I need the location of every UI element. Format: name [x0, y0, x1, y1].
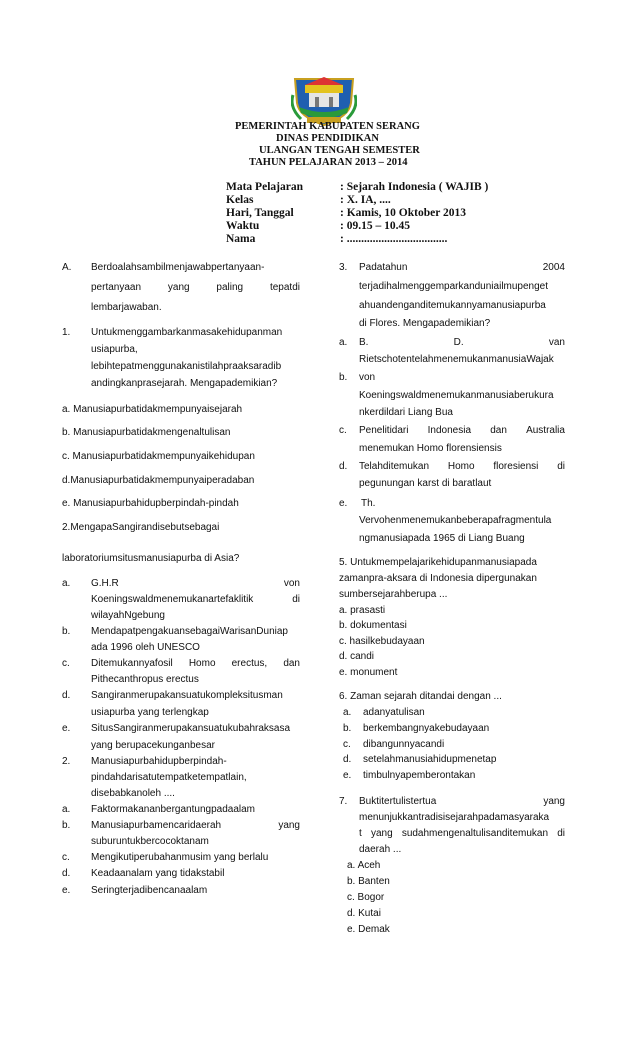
question-text: 6. Zaman sejarah ditandai dengan ...: [339, 691, 502, 702]
answer-option: c. hasilkebudayaan: [339, 636, 425, 647]
question-text: ahuandenganditemukannyamanusiapurba: [359, 300, 546, 311]
option-marker: c.: [62, 852, 70, 863]
word: van: [548, 337, 565, 348]
question-text: daerah ...: [359, 844, 402, 855]
option-marker: b.: [343, 723, 352, 734]
answer-option: c. Bogor: [347, 892, 385, 903]
question-number: 3.: [339, 262, 348, 273]
word: Buktitertulistertua: [359, 796, 437, 807]
question-text: 2.MengapaSangirandisebutsebagai: [62, 522, 220, 533]
option-marker: a.: [62, 578, 71, 589]
option-marker: b.: [339, 372, 348, 383]
header-line-2: DINAS PENDIDIKAN: [276, 133, 379, 144]
question-text: di Flores. Mengapademikian?: [359, 318, 491, 329]
question-text: usiapurba,: [91, 344, 138, 355]
word: dan: [283, 658, 300, 669]
answer-option: usiapurba yang terlengkap: [91, 707, 209, 718]
option-marker: e.: [62, 885, 71, 896]
answer-option: Sangiranmerupakansuatukompleksitusman: [91, 690, 283, 701]
word: Ditemukannyafosil: [91, 658, 173, 669]
answer-option: d. candi: [339, 651, 375, 662]
answer-option: Pithecanthropus erectus: [91, 674, 199, 685]
option-marker: d.: [62, 690, 71, 701]
word: pertanyaan: [91, 282, 142, 293]
mapel-value: : Sejarah Indonesia ( WAJIB ): [340, 181, 489, 193]
answer-option-justified: [91, 577, 300, 590]
answer-option: a. Manusiapurbatidakmempunyaisejarah: [62, 404, 243, 415]
answer-option: pegunungan karst di baratlaut: [359, 478, 492, 489]
nama-value: : ...................................: [340, 233, 448, 245]
word: yang: [167, 282, 190, 293]
answer-option: Seringterjadibencanaalam: [91, 885, 208, 896]
answer-option: d. Kutai: [347, 908, 381, 919]
answer-option: dibangunnyacandi: [363, 739, 445, 750]
section-a-marker: A.: [62, 262, 72, 273]
answer-option: e. monument: [339, 667, 398, 678]
section-a-instruction-justified: [91, 281, 300, 294]
option-marker: e.: [62, 723, 71, 734]
question-text-justified: [359, 795, 565, 808]
kabupaten-serang-emblem: [291, 73, 357, 127]
question-text: sumbersejarahberupa ...: [339, 589, 448, 600]
section-a-instruction-line: Berdoalahsambilmenjawabpertanyaan-: [91, 262, 265, 273]
word: t: [359, 828, 362, 839]
answer-option: ada 1996 oleh UNESCO: [91, 642, 200, 653]
answer-option: setelahmanusiahidupmenetap: [363, 754, 497, 765]
answer-option: e. Demak: [347, 924, 390, 935]
word: yang: [543, 796, 565, 807]
answer-option: suburuntukbercocoktanam: [91, 836, 209, 847]
question-text-justified: [359, 261, 565, 274]
question-text: disebabkanoleh ....: [91, 788, 175, 799]
option-marker: d.: [343, 754, 352, 765]
answer-option: b. Manusiapurbatidakmengenaltulisan: [62, 427, 231, 438]
question-text: terjadihalmenggemparkanduniailmupenget: [359, 281, 549, 292]
question-number: 1.: [62, 327, 71, 338]
question-text: pindahdarisatutempatketempatlain,: [91, 772, 247, 783]
answer-option: b. Banten: [347, 876, 390, 887]
option-marker: d.: [62, 868, 71, 879]
option-marker: c.: [343, 739, 351, 750]
question-text: menunjukkantradisisejarahpadamasyaraka: [359, 812, 550, 823]
word: erectus,: [231, 658, 268, 669]
word: di: [557, 461, 565, 472]
answer-option: Faktormakananbergantungpadaalam: [91, 804, 255, 815]
hari-label: Hari, Tanggal: [226, 207, 294, 219]
question-text-justified: [359, 827, 565, 840]
answer-option-justified: [359, 336, 565, 349]
question-text: Untukmenggambarkanmasakehidupanman: [91, 327, 283, 338]
option-marker: d.: [339, 461, 348, 472]
section-a-instruction-line: lembarjawaban.: [91, 302, 162, 313]
header-line-1: PEMERINTAH KABUPATEN SERANG: [235, 121, 420, 132]
word: Indonesia: [427, 425, 472, 436]
word: sudahmengenaltulisanditemukan: [401, 828, 549, 839]
answer-option: Koeningswaldmenemukanmanusiaberukura: [359, 390, 554, 401]
answer-option: yang berupacekunganbesar: [91, 740, 215, 751]
word: Homo: [188, 658, 216, 669]
option-marker: b.: [62, 820, 71, 831]
word: di: [557, 828, 565, 839]
answer-option-justified: [91, 593, 300, 606]
mapel-label: Mata Pelajaran: [226, 181, 303, 193]
answer-option-justified: [359, 424, 565, 437]
option-marker: a.: [343, 707, 352, 718]
question-number: 7.: [339, 796, 348, 807]
question-text: 5. Untukmempelajarikehidupanmanusiapada: [339, 557, 537, 568]
kelas-value: : X. IA, ....: [340, 194, 391, 206]
answer-option: e. Manusiapurbahidupberpindah-pindah: [62, 498, 239, 509]
question-number: 2.: [62, 756, 71, 767]
answer-option: c. Manusiapurbatidakmempunyaikehidupan: [62, 451, 255, 462]
option-marker: c.: [339, 425, 347, 436]
answer-option: RietschotentelahmenemukanmanusiaWajak: [359, 354, 554, 365]
answer-option-justified: [91, 819, 300, 832]
word: Penelitidari: [359, 425, 409, 436]
option-marker: b.: [62, 626, 71, 637]
word: Australia: [526, 425, 565, 436]
word: B.: [359, 337, 369, 348]
option-marker: c.: [62, 658, 70, 669]
answer-option: MendapatpengakuansebagaiWarisanDuniap: [91, 626, 288, 637]
answer-option: wilayahNgebung: [91, 610, 165, 621]
answer-option: Vervohenmenemukanbeberapafragmentula: [359, 515, 552, 526]
question-text: zamanpra-aksara di Indonesia dipergunakan: [339, 573, 537, 584]
answer-option-justified: [359, 460, 565, 473]
word: yang: [370, 828, 393, 839]
word: floresiensi: [493, 461, 539, 472]
answer-option: menemukan Homo florensiensis: [359, 443, 502, 454]
header-line-3: ULANGAN TENGAH SEMESTER: [259, 145, 420, 156]
kelas-label: Kelas: [226, 194, 254, 206]
option-marker: e.: [339, 498, 348, 509]
word: paling: [216, 282, 244, 293]
hari-value: : Kamis, 10 Oktober 2013: [340, 207, 466, 219]
answer-option: adanyatulisan: [363, 707, 425, 718]
word: dan: [490, 425, 507, 436]
answer-option: ngmanusiapada 1965 di Liang Buang: [359, 533, 525, 544]
answer-option: Mengikutiperubahanmusim yang berlalu: [91, 852, 269, 863]
answer-option: Keadaanalam yang tidakstabil: [91, 868, 225, 879]
answer-option: a. Aceh: [347, 860, 381, 871]
header-line-4: TAHUN PELAJARAN 2013 – 2014: [249, 157, 408, 168]
question-text: andingkanprasejarah. Mengapademikian?: [91, 378, 278, 389]
word: yang: [278, 820, 300, 831]
word: Padatahun: [359, 262, 408, 273]
question-text: lebihtepatmenggunakanistilahpraaksaradib: [91, 361, 282, 372]
option-marker: a.: [339, 337, 348, 348]
answer-option-justified: [91, 657, 300, 670]
answer-option: a. prasasti: [339, 605, 386, 616]
nama-label: Nama: [226, 233, 256, 245]
word: Homo: [447, 461, 475, 472]
answer-option: von: [359, 372, 376, 383]
word: Telahditemukan: [359, 461, 430, 472]
answer-option: d.Manusiapurbatidakmempunyaiperadaban: [62, 475, 255, 486]
word: G.H.R: [91, 578, 119, 589]
answer-option: SitusSangiranmerupakansuatukubahraksasa: [91, 723, 291, 734]
answer-option: nkerdildari Liang Bua: [359, 407, 453, 418]
question-text: laboratoriumsitusmanusiapurba di Asia?: [62, 553, 240, 564]
word: di: [292, 594, 300, 605]
word: D.: [453, 337, 464, 348]
word: Koeningswaldmenemukanartefaklitik: [91, 594, 254, 605]
answer-option: timbulnyapemberontakan: [363, 770, 476, 781]
word: von: [283, 578, 300, 589]
answer-option: berkembangnyakebudayaan: [363, 723, 490, 734]
word: tepatdi: [269, 282, 300, 293]
question-text: Manusiapurbahidupberpindah-: [91, 756, 227, 767]
word: Manusiapurbamencaridaerah: [91, 820, 222, 831]
waktu-value: : 09.15 – 10.45: [340, 220, 410, 232]
answer-option: b. dokumentasi: [339, 620, 407, 631]
option-marker: a.: [62, 804, 71, 815]
waktu-label: Waktu: [226, 220, 260, 232]
option-marker: e.: [343, 770, 352, 781]
word: 2004: [542, 262, 565, 273]
answer-option: Th.: [361, 498, 376, 509]
